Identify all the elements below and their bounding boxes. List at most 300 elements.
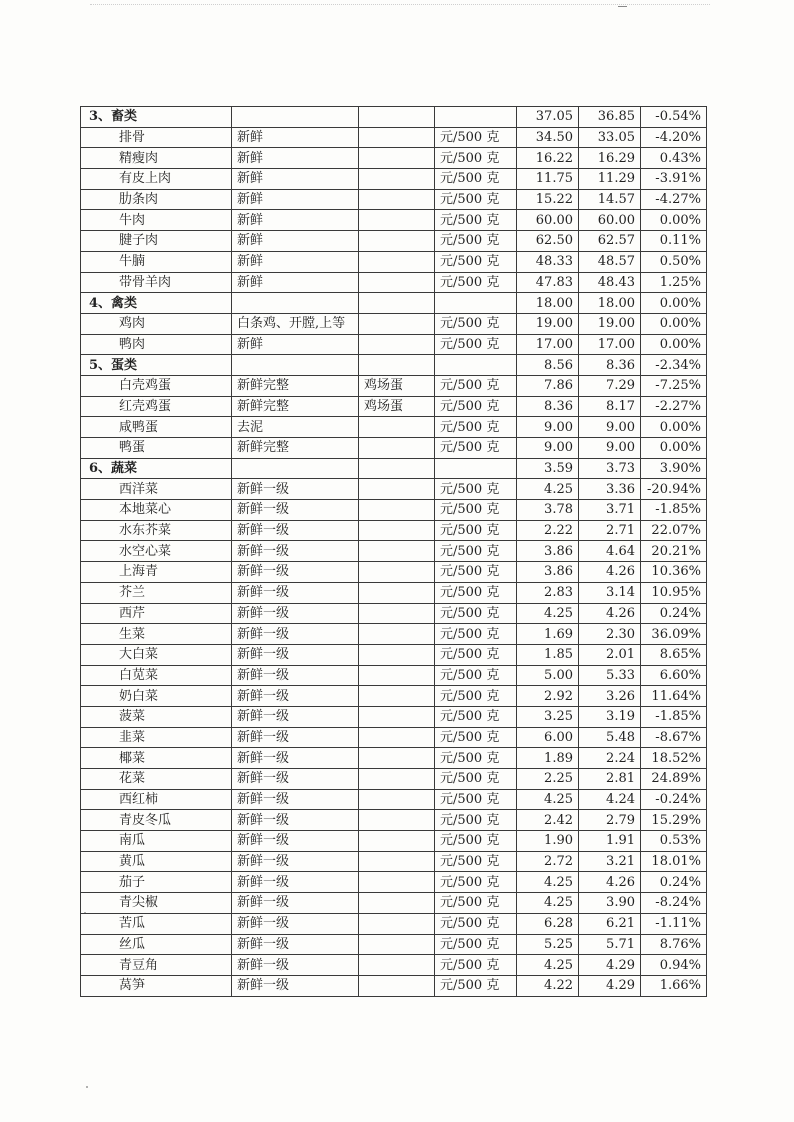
unit: 元/500 克 xyxy=(435,665,517,686)
curr-price: 4.64 xyxy=(579,541,641,562)
category-name: 4、禽类 xyxy=(81,293,232,314)
prev-price: 3.86 xyxy=(517,541,579,562)
change-pct: 0.50% xyxy=(641,251,707,272)
prev-price: 60.00 xyxy=(517,210,579,231)
source xyxy=(359,644,435,665)
prev-price: 2.25 xyxy=(517,769,579,790)
prev-price: 11.75 xyxy=(517,169,579,190)
change-pct: 22.07% xyxy=(641,520,707,541)
change-pct: 18.01% xyxy=(641,851,707,872)
spec: 去泥 xyxy=(232,417,359,438)
prev-price: 4.25 xyxy=(517,955,579,976)
category-name: 3、畜类 xyxy=(81,107,232,128)
table-row xyxy=(81,686,707,707)
change-pct: 6.60% xyxy=(641,665,707,686)
table-row xyxy=(81,975,707,996)
table-row xyxy=(81,913,707,934)
change-pct: 10.95% xyxy=(641,582,707,603)
curr-price: 3.26 xyxy=(579,686,641,707)
spec: 新鲜一级 xyxy=(232,851,359,872)
table-row xyxy=(81,727,707,748)
category-curr-price: 36.85 xyxy=(579,107,641,128)
table-row xyxy=(81,272,707,293)
curr-price: 9.00 xyxy=(579,438,641,459)
scan-artifact-line xyxy=(90,4,710,5)
prev-price: 2.92 xyxy=(517,686,579,707)
spec: 新鲜一级 xyxy=(232,706,359,727)
category-change-pct: 3.90% xyxy=(641,458,707,479)
spec: 新鲜一级 xyxy=(232,810,359,831)
source xyxy=(359,127,435,148)
category-row xyxy=(81,293,707,314)
change-pct: -1.85% xyxy=(641,500,707,521)
curr-price: 4.26 xyxy=(579,562,641,583)
name: 鸡肉 xyxy=(81,313,232,334)
source xyxy=(359,189,435,210)
category-unit xyxy=(435,458,517,479)
spec: 新鲜一级 xyxy=(232,955,359,976)
curr-price: 5.48 xyxy=(579,727,641,748)
spec: 新鲜 xyxy=(232,251,359,272)
category-change-pct: -0.54% xyxy=(641,107,707,128)
change-pct: 24.89% xyxy=(641,769,707,790)
category-spec xyxy=(232,458,359,479)
source xyxy=(359,520,435,541)
name: 苦瓜 xyxy=(81,913,232,934)
name: 上海青 xyxy=(81,562,232,583)
spec: 新鲜一级 xyxy=(232,975,359,996)
change-pct: 0.53% xyxy=(641,831,707,852)
prev-price: 7.86 xyxy=(517,375,579,396)
prev-price: 3.86 xyxy=(517,562,579,583)
spec: 新鲜一级 xyxy=(232,500,359,521)
change-pct: -4.20% xyxy=(641,127,707,148)
change-pct: 11.64% xyxy=(641,686,707,707)
source xyxy=(359,231,435,252)
source xyxy=(359,831,435,852)
name: 精瘦肉 xyxy=(81,148,232,169)
source xyxy=(359,541,435,562)
change-pct: -7.25% xyxy=(641,375,707,396)
spec: 新鲜一级 xyxy=(232,541,359,562)
name: 水东芥菜 xyxy=(81,520,232,541)
source xyxy=(359,769,435,790)
table-row xyxy=(81,438,707,459)
source xyxy=(359,872,435,893)
curr-price: 2.30 xyxy=(579,624,641,645)
spec: 新鲜一级 xyxy=(232,520,359,541)
table-row xyxy=(81,582,707,603)
spec: 新鲜一级 xyxy=(232,562,359,583)
spec: 新鲜 xyxy=(232,169,359,190)
prev-price: 19.00 xyxy=(517,313,579,334)
spec: 新鲜 xyxy=(232,189,359,210)
unit: 元/500 克 xyxy=(435,541,517,562)
prev-price: 62.50 xyxy=(517,231,579,252)
change-pct: 0.11% xyxy=(641,231,707,252)
table-row xyxy=(81,851,707,872)
curr-price: 3.71 xyxy=(579,500,641,521)
table-row xyxy=(81,872,707,893)
prev-price: 4.22 xyxy=(517,975,579,996)
name: 菠菜 xyxy=(81,706,232,727)
prev-price: 9.00 xyxy=(517,417,579,438)
change-pct: 1.25% xyxy=(641,272,707,293)
unit: 元/500 克 xyxy=(435,479,517,500)
curr-price: 4.29 xyxy=(579,975,641,996)
curr-price: 16.29 xyxy=(579,148,641,169)
change-pct: 15.29% xyxy=(641,810,707,831)
source xyxy=(359,913,435,934)
unit: 元/500 克 xyxy=(435,789,517,810)
name: 西红柿 xyxy=(81,789,232,810)
source xyxy=(359,148,435,169)
category-source xyxy=(359,107,435,128)
unit: 元/500 克 xyxy=(435,313,517,334)
table-row xyxy=(81,562,707,583)
category-source xyxy=(359,458,435,479)
source xyxy=(359,748,435,769)
curr-price: 62.57 xyxy=(579,231,641,252)
unit: 元/500 克 xyxy=(435,417,517,438)
price-table-body xyxy=(81,107,707,997)
change-pct: 10.36% xyxy=(641,562,707,583)
prev-price: 4.25 xyxy=(517,479,579,500)
spec: 新鲜 xyxy=(232,148,359,169)
source xyxy=(359,582,435,603)
source xyxy=(359,727,435,748)
name: 西芹 xyxy=(81,603,232,624)
prev-price: 4.25 xyxy=(517,789,579,810)
category-spec xyxy=(232,355,359,376)
unit: 元/500 克 xyxy=(435,438,517,459)
unit: 元/500 克 xyxy=(435,375,517,396)
prev-price: 5.25 xyxy=(517,934,579,955)
unit: 元/500 克 xyxy=(435,748,517,769)
change-pct: -3.91% xyxy=(641,169,707,190)
category-unit xyxy=(435,355,517,376)
name: 带骨羊肉 xyxy=(81,272,232,293)
unit: 元/500 克 xyxy=(435,251,517,272)
prev-price: 8.36 xyxy=(517,396,579,417)
prev-price: 5.00 xyxy=(517,665,579,686)
table-row xyxy=(81,810,707,831)
prev-price: 6.28 xyxy=(517,913,579,934)
change-pct: 0.00% xyxy=(641,313,707,334)
name: 南瓜 xyxy=(81,831,232,852)
curr-price: 19.00 xyxy=(579,313,641,334)
table-row xyxy=(81,313,707,334)
unit: 元/500 克 xyxy=(435,624,517,645)
prev-price: 3.25 xyxy=(517,706,579,727)
name: 丝瓜 xyxy=(81,934,232,955)
spec: 新鲜一级 xyxy=(232,624,359,645)
source xyxy=(359,665,435,686)
spec: 新鲜一级 xyxy=(232,603,359,624)
spec: 新鲜一级 xyxy=(232,893,359,914)
name: 牛肉 xyxy=(81,210,232,231)
name: 有皮上肉 xyxy=(81,169,232,190)
category-curr-price: 18.00 xyxy=(579,293,641,314)
source xyxy=(359,169,435,190)
curr-price: 1.91 xyxy=(579,831,641,852)
table-row xyxy=(81,934,707,955)
unit: 元/500 克 xyxy=(435,727,517,748)
spec: 新鲜 xyxy=(232,272,359,293)
spec: 新鲜一级 xyxy=(232,686,359,707)
unit: 元/500 克 xyxy=(435,334,517,355)
name: 黄瓜 xyxy=(81,851,232,872)
category-source xyxy=(359,355,435,376)
spec: 新鲜一级 xyxy=(232,872,359,893)
spec: 新鲜一级 xyxy=(232,913,359,934)
prev-price: 4.25 xyxy=(517,893,579,914)
source xyxy=(359,272,435,293)
table-row xyxy=(81,603,707,624)
unit: 元/500 克 xyxy=(435,231,517,252)
unit: 元/500 克 xyxy=(435,810,517,831)
curr-price: 14.57 xyxy=(579,189,641,210)
source xyxy=(359,975,435,996)
unit: 元/500 克 xyxy=(435,272,517,293)
curr-price: 48.57 xyxy=(579,251,641,272)
category-change-pct: -2.34% xyxy=(641,355,707,376)
curr-price: 9.00 xyxy=(579,417,641,438)
name: 牛腩 xyxy=(81,251,232,272)
source xyxy=(359,313,435,334)
source: 鸡场蛋 xyxy=(359,375,435,396)
change-pct: 8.65% xyxy=(641,644,707,665)
unit: 元/500 克 xyxy=(435,396,517,417)
name: 莴笋 xyxy=(81,975,232,996)
source xyxy=(359,893,435,914)
category-prev-price: 18.00 xyxy=(517,293,579,314)
unit: 元/500 克 xyxy=(435,562,517,583)
table-row xyxy=(81,210,707,231)
table-row xyxy=(81,665,707,686)
unit: 元/500 克 xyxy=(435,582,517,603)
table-row xyxy=(81,251,707,272)
source xyxy=(359,624,435,645)
table-row xyxy=(81,624,707,645)
prev-price: 2.83 xyxy=(517,582,579,603)
unit: 元/500 克 xyxy=(435,872,517,893)
spec: 新鲜 xyxy=(232,334,359,355)
prev-price: 6.00 xyxy=(517,727,579,748)
spec: 新鲜一级 xyxy=(232,789,359,810)
source xyxy=(359,251,435,272)
scan-artifact-dot xyxy=(86,1086,88,1088)
table-row xyxy=(81,644,707,665)
category-prev-price: 37.05 xyxy=(517,107,579,128)
change-pct: 1.66% xyxy=(641,975,707,996)
name: 生菜 xyxy=(81,624,232,645)
source xyxy=(359,851,435,872)
curr-price: 4.24 xyxy=(579,789,641,810)
curr-price: 3.14 xyxy=(579,582,641,603)
spec: 新鲜 xyxy=(232,127,359,148)
change-pct: -20.94% xyxy=(641,479,707,500)
curr-price: 6.21 xyxy=(579,913,641,934)
unit: 元/500 克 xyxy=(435,210,517,231)
prev-price: 17.00 xyxy=(517,334,579,355)
curr-price: 8.17 xyxy=(579,396,641,417)
unit: 元/500 克 xyxy=(435,893,517,914)
name: 鸭蛋 xyxy=(81,438,232,459)
curr-price: 2.81 xyxy=(579,769,641,790)
change-pct: -2.27% xyxy=(641,396,707,417)
spec: 新鲜一级 xyxy=(232,831,359,852)
unit: 元/500 克 xyxy=(435,189,517,210)
prev-price: 3.78 xyxy=(517,500,579,521)
curr-price: 5.33 xyxy=(579,665,641,686)
name: 白壳鸡蛋 xyxy=(81,375,232,396)
spec: 新鲜一级 xyxy=(232,748,359,769)
table-row xyxy=(81,500,707,521)
category-unit xyxy=(435,107,517,128)
name: 白苋菜 xyxy=(81,665,232,686)
category-change-pct: 0.00% xyxy=(641,293,707,314)
spec: 新鲜一级 xyxy=(232,644,359,665)
change-pct: 0.00% xyxy=(641,417,707,438)
unit: 元/500 克 xyxy=(435,127,517,148)
spec: 新鲜一级 xyxy=(232,479,359,500)
prev-price: 4.25 xyxy=(517,872,579,893)
category-prev-price: 3.59 xyxy=(517,458,579,479)
table-row xyxy=(81,127,707,148)
name: 排骨 xyxy=(81,127,232,148)
prev-price: 34.50 xyxy=(517,127,579,148)
spec: 新鲜完整 xyxy=(232,375,359,396)
table-row xyxy=(81,541,707,562)
unit: 元/500 克 xyxy=(435,955,517,976)
table-row xyxy=(81,748,707,769)
curr-price: 3.21 xyxy=(579,851,641,872)
prev-price: 1.89 xyxy=(517,748,579,769)
unit: 元/500 克 xyxy=(435,520,517,541)
table-row xyxy=(81,706,707,727)
curr-price: 3.90 xyxy=(579,893,641,914)
unit: 元/500 克 xyxy=(435,913,517,934)
table-row xyxy=(81,334,707,355)
change-pct: -4.27% xyxy=(641,189,707,210)
name: 咸鸭蛋 xyxy=(81,417,232,438)
name: 大白菜 xyxy=(81,644,232,665)
curr-price: 4.26 xyxy=(579,872,641,893)
spec: 新鲜 xyxy=(232,231,359,252)
source xyxy=(359,934,435,955)
source xyxy=(359,706,435,727)
prev-price: 1.69 xyxy=(517,624,579,645)
spec: 白条鸡、开膛,上等 xyxy=(232,313,359,334)
table-row xyxy=(81,148,707,169)
change-pct: 20.21% xyxy=(641,541,707,562)
spec: 新鲜一级 xyxy=(232,769,359,790)
table-row xyxy=(81,189,707,210)
category-prev-price: 8.56 xyxy=(517,355,579,376)
name: 西洋菜 xyxy=(81,479,232,500)
table-row xyxy=(81,893,707,914)
spec: 新鲜一级 xyxy=(232,582,359,603)
source xyxy=(359,479,435,500)
prev-price: 15.22 xyxy=(517,189,579,210)
source xyxy=(359,603,435,624)
scan-artifact-mark xyxy=(618,6,627,7)
source xyxy=(359,334,435,355)
table-row xyxy=(81,417,707,438)
category-row xyxy=(81,107,707,128)
unit: 元/500 克 xyxy=(435,500,517,521)
change-pct: 0.94% xyxy=(641,955,707,976)
curr-price: 2.01 xyxy=(579,644,641,665)
prev-price: 2.42 xyxy=(517,810,579,831)
curr-price: 5.71 xyxy=(579,934,641,955)
category-unit xyxy=(435,293,517,314)
source: 鸡场蛋 xyxy=(359,396,435,417)
name: 椰菜 xyxy=(81,748,232,769)
table-row xyxy=(81,479,707,500)
spec: 新鲜一级 xyxy=(232,727,359,748)
source xyxy=(359,789,435,810)
prev-price: 2.22 xyxy=(517,520,579,541)
unit: 元/500 克 xyxy=(435,769,517,790)
curr-price: 33.05 xyxy=(579,127,641,148)
name: 青皮冬瓜 xyxy=(81,810,232,831)
prev-price: 4.25 xyxy=(517,603,579,624)
category-name: 5、蛋类 xyxy=(81,355,232,376)
prev-price: 9.00 xyxy=(517,438,579,459)
prev-price: 48.33 xyxy=(517,251,579,272)
curr-price: 17.00 xyxy=(579,334,641,355)
spec: 新鲜 xyxy=(232,210,359,231)
change-pct: 0.24% xyxy=(641,603,707,624)
category-name: 6、蔬菜 xyxy=(81,458,232,479)
change-pct: -1.11% xyxy=(641,913,707,934)
curr-price: 11.29 xyxy=(579,169,641,190)
category-source xyxy=(359,293,435,314)
unit: 元/500 克 xyxy=(435,603,517,624)
unit: 元/500 克 xyxy=(435,644,517,665)
spec: 新鲜完整 xyxy=(232,438,359,459)
name: 青尖椒 xyxy=(81,893,232,914)
unit: 元/500 克 xyxy=(435,706,517,727)
source xyxy=(359,686,435,707)
price-table xyxy=(80,106,707,997)
change-pct: 0.24% xyxy=(641,872,707,893)
unit: 元/500 克 xyxy=(435,148,517,169)
name: 韭菜 xyxy=(81,727,232,748)
curr-price: 60.00 xyxy=(579,210,641,231)
curr-price: 4.29 xyxy=(579,955,641,976)
curr-price: 4.26 xyxy=(579,603,641,624)
unit: 元/500 克 xyxy=(435,169,517,190)
spec: 新鲜一级 xyxy=(232,665,359,686)
change-pct: 8.76% xyxy=(641,934,707,955)
unit: 元/500 克 xyxy=(435,686,517,707)
change-pct: 0.43% xyxy=(641,148,707,169)
curr-price: 48.43 xyxy=(579,272,641,293)
prev-price: 1.85 xyxy=(517,644,579,665)
name: 奶白菜 xyxy=(81,686,232,707)
name: 肋条肉 xyxy=(81,189,232,210)
prev-price: 47.83 xyxy=(517,272,579,293)
unit: 元/500 克 xyxy=(435,831,517,852)
prev-price: 1.90 xyxy=(517,831,579,852)
curr-price: 3.36 xyxy=(579,479,641,500)
table-row xyxy=(81,769,707,790)
change-pct: 18.52% xyxy=(641,748,707,769)
table-row xyxy=(81,789,707,810)
